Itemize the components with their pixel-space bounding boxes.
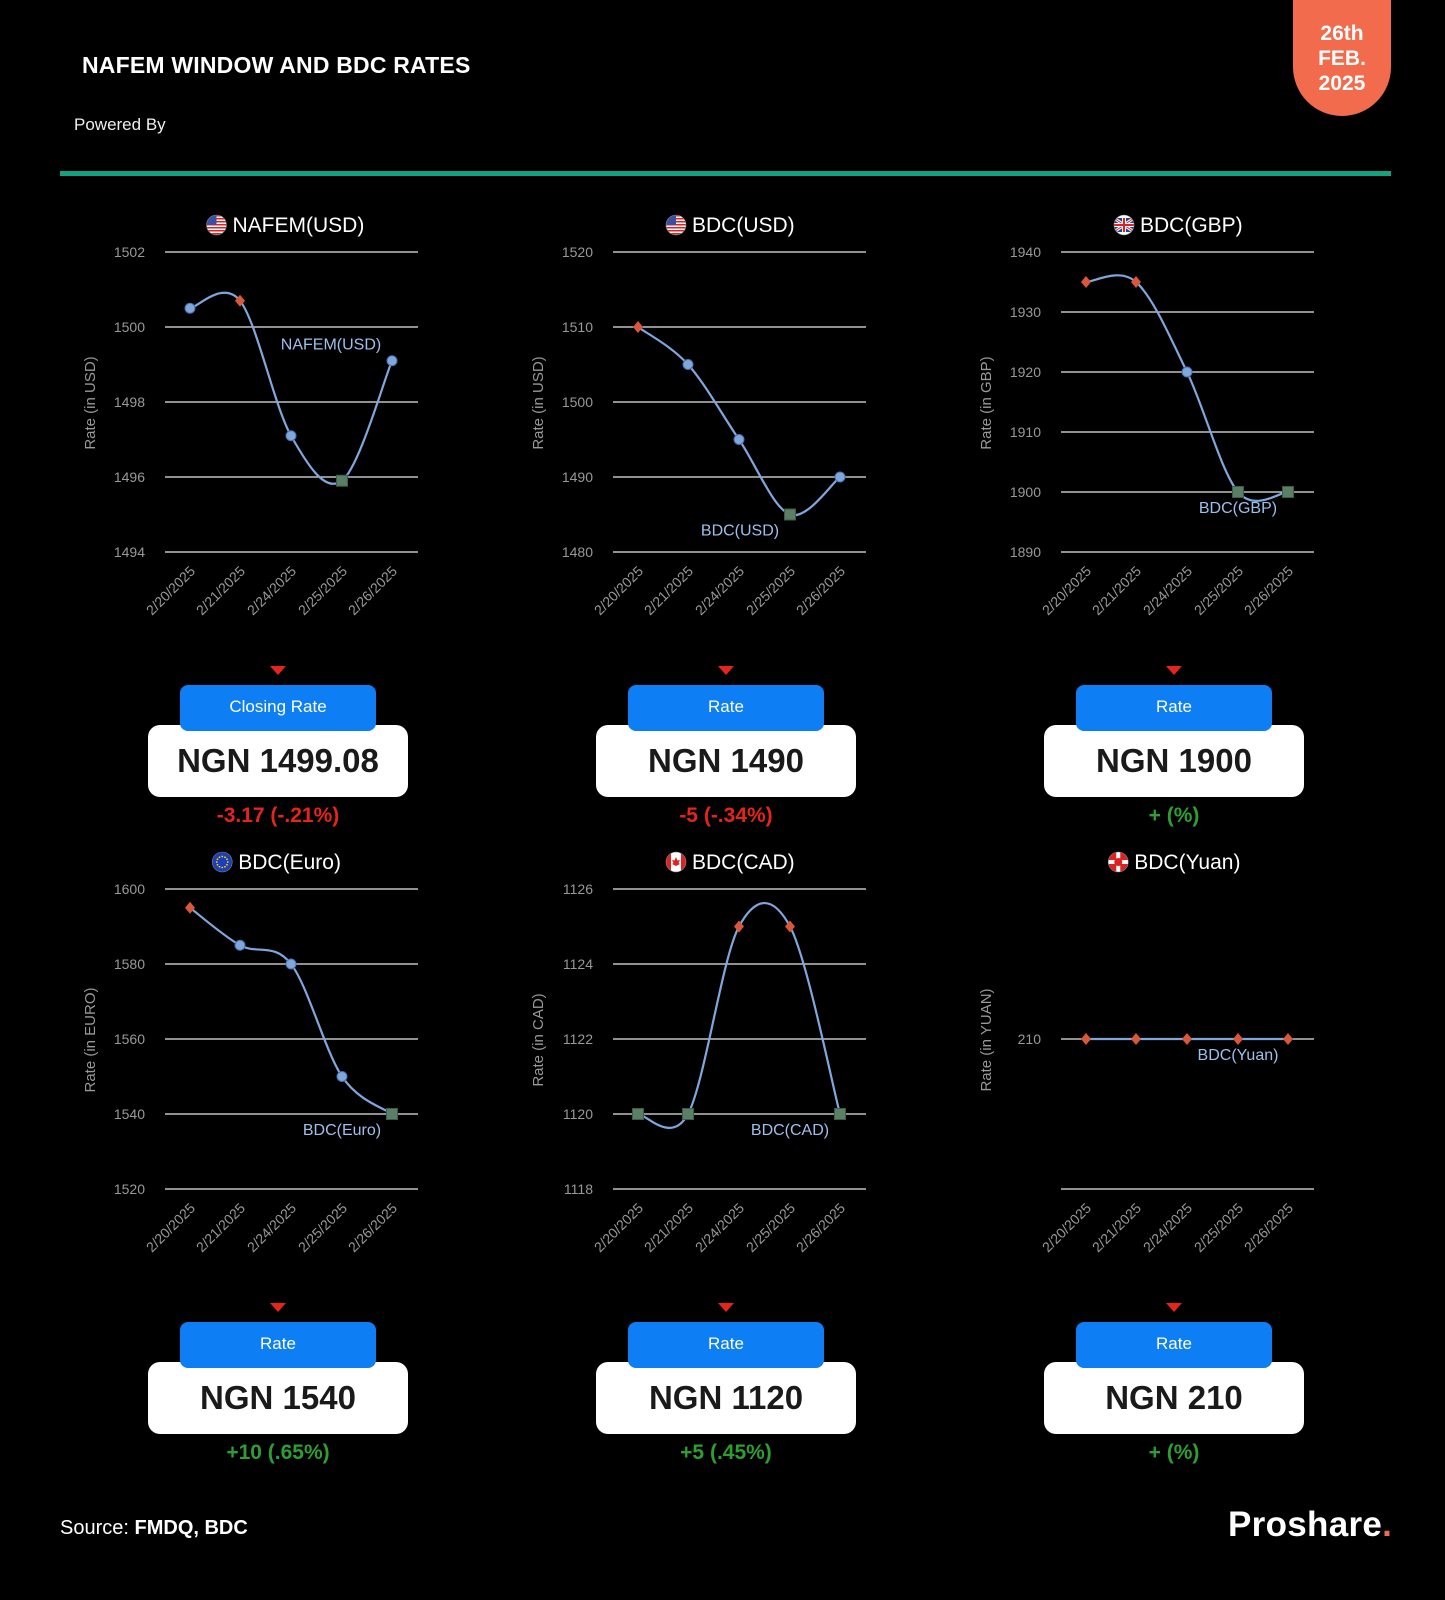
data-point-circle (286, 431, 296, 441)
data-point-diamond (1233, 1033, 1243, 1045)
rate-card-bdc-cad (596, 1303, 856, 1465)
rate-value: NGN 1900 (1044, 725, 1304, 797)
uk-flag-icon (1114, 215, 1134, 235)
x-tick-label: 2/25/2025 (742, 562, 799, 619)
series-label: BDC(GBP) (1198, 500, 1278, 517)
rate-card-bdc-usd (596, 666, 856, 828)
logo-dot: . (1382, 1505, 1393, 1544)
data-point-square (1233, 487, 1244, 498)
x-tick-label: 2/25/2025 (294, 562, 351, 619)
flag-star (226, 864, 228, 866)
date-day: 26th (1320, 21, 1364, 45)
x-tick-label: 2/24/2025 (1139, 1199, 1196, 1256)
series-label: BDC(USD) (700, 522, 780, 540)
rate-label-pill: Rate (1076, 1322, 1272, 1368)
y-tick-label: 210 (1017, 1031, 1041, 1047)
rate-card-bdc-yuan (1044, 1303, 1304, 1465)
down-arrow-icon (1166, 1303, 1182, 1312)
series-label: BDC(Euro) (302, 1122, 382, 1139)
y-tick-label: 1502 (113, 244, 145, 260)
flag-stripe (666, 230, 686, 232)
rate-label-pill: Rate (628, 1322, 824, 1368)
x-tick-label: 2/20/2025 (590, 1199, 647, 1256)
y-tick-label: 1124 (562, 956, 593, 972)
data-point-circle (835, 472, 845, 482)
y-axis-label: Rate (in USD) (530, 356, 547, 450)
data-point-circle (734, 435, 744, 445)
flag-stripe (666, 233, 686, 235)
chart-bdc-yuan (978, 851, 1314, 1255)
data-point-square (387, 1109, 398, 1120)
flag-star (226, 858, 228, 860)
y-tick-label: 1480 (561, 544, 593, 560)
chart-title: BDC(Yuan) (1134, 851, 1241, 874)
series-label: BDC(Yuan) (1197, 1047, 1279, 1064)
series-label: BDC(CAD) (750, 1122, 830, 1139)
x-tick-label: 2/20/2025 (590, 562, 647, 619)
y-tick-label: 1498 (113, 394, 145, 410)
source-prefix: Source: (60, 1517, 129, 1539)
down-arrow-icon (270, 666, 286, 675)
y-tick-label: 1510 (561, 319, 593, 335)
chart-title: BDC(CAD) (692, 851, 795, 874)
rate-card-nafem-usd (148, 666, 408, 828)
flag-star (217, 864, 219, 866)
powered-by-label: Powered By (74, 115, 166, 134)
flag-star (221, 856, 223, 858)
date-year: 2025 (1318, 71, 1366, 95)
x-tick-label: 2/21/2025 (192, 562, 249, 619)
x-tick-label: 2/24/2025 (691, 1199, 748, 1256)
down-arrow-icon (1166, 666, 1182, 675)
data-point-diamond (1283, 1033, 1293, 1045)
rate-change: + (%) (1148, 804, 1200, 827)
x-tick-label: 2/26/2025 (792, 562, 849, 619)
y-axis-label: Rate (in YUAN) (978, 988, 995, 1092)
data-point-diamond (633, 321, 643, 333)
y-tick-label: 1900 (1009, 484, 1041, 500)
y-tick-label: 1490 (561, 469, 593, 485)
rate-change: +5 (.45%) (680, 1441, 772, 1464)
flag-stripe (207, 227, 227, 229)
data-point-diamond (1081, 1033, 1091, 1045)
data-point-circle (286, 959, 296, 969)
y-tick-label: 1122 (562, 1031, 593, 1047)
down-arrow-icon (270, 1303, 286, 1312)
logo-text: Proshare (1228, 1505, 1383, 1544)
x-tick-label: 2/26/2025 (1240, 1199, 1297, 1256)
y-tick-label: 1940 (1009, 244, 1041, 260)
y-tick-label: 1930 (1009, 304, 1041, 320)
flag-star (219, 856, 221, 858)
chart-nafem-usd (82, 214, 418, 618)
source-note (60, 1517, 248, 1540)
chart-bdc-usd (530, 214, 866, 618)
flag-star (227, 861, 229, 863)
series-label: NAFEM(USD) (280, 336, 382, 354)
data-point-square (785, 509, 796, 520)
x-tick-label: 2/25/2025 (742, 1199, 799, 1256)
data-point-diamond (1131, 1033, 1141, 1045)
chart-bdc-gbp (978, 214, 1314, 618)
y-tick-label: 1890 (1009, 544, 1041, 560)
data-point-square (633, 1109, 644, 1120)
y-tick-label: 1120 (562, 1106, 593, 1122)
x-tick-label: 2/21/2025 (640, 562, 697, 619)
y-tick-label: 1580 (113, 956, 145, 972)
y-axis-label: Rate (in CAD) (530, 993, 547, 1087)
flag-star (219, 866, 221, 868)
rate-value: NGN 1540 (148, 1362, 408, 1434)
y-tick-label: 1126 (562, 881, 593, 897)
data-point-diamond (185, 902, 195, 914)
flag-cross-h-red (1114, 224, 1134, 226)
y-tick-label: 1500 (113, 319, 145, 335)
flag-star (224, 856, 226, 858)
rate-value: NGN 1120 (596, 1362, 856, 1434)
flag-center (1114, 858, 1122, 866)
data-point-circle (1182, 367, 1192, 377)
x-tick-label: 2/24/2025 (691, 562, 748, 619)
rate-card-bdc-euro (148, 1303, 408, 1465)
x-tick-label: 2/26/2025 (344, 562, 401, 619)
rate-label-pill: Rate (628, 685, 824, 731)
y-tick-label: 1560 (113, 1031, 145, 1047)
rate-value: NGN 1499.08 (148, 725, 408, 797)
y-tick-label: 1520 (561, 244, 593, 260)
rate-change: -5 (-.34%) (679, 804, 773, 827)
data-point-diamond (1182, 1033, 1192, 1045)
rate-label-pill: Closing Rate (180, 685, 376, 731)
y-tick-label: 1540 (113, 1106, 145, 1122)
x-tick-label: 2/20/2025 (142, 1199, 199, 1256)
x-tick-label: 2/26/2025 (1240, 562, 1297, 619)
x-tick-label: 2/26/2025 (344, 1199, 401, 1256)
y-tick-label: 1600 (113, 881, 145, 897)
data-point-circle (185, 303, 195, 313)
data-point-square (835, 1109, 846, 1120)
rate-value: NGN 210 (1044, 1362, 1304, 1434)
us-flag-icon (666, 215, 686, 235)
x-tick-label: 2/24/2025 (243, 1199, 300, 1256)
chart-title: NAFEM(USD) (232, 214, 365, 237)
x-tick-label: 2/24/2025 (1139, 562, 1196, 619)
data-point-circle (387, 356, 397, 366)
flag-star (221, 867, 223, 869)
data-point-circle (235, 940, 245, 950)
y-tick-label: 1920 (1009, 364, 1041, 380)
rate-label-pill: Rate (1076, 685, 1272, 731)
x-tick-label: 2/21/2025 (1088, 562, 1145, 619)
series-line (638, 903, 840, 1128)
y-tick-label: 1520 (113, 1181, 145, 1197)
x-tick-label: 2/26/2025 (792, 1199, 849, 1256)
data-point-circle (683, 360, 693, 370)
series-line (190, 908, 392, 1114)
y-tick-label: 1494 (113, 544, 145, 560)
flag-star (216, 861, 218, 863)
proshare-logo (1228, 1505, 1392, 1545)
series-line (638, 327, 840, 515)
down-arrow-icon (718, 1303, 734, 1312)
x-tick-label: 2/24/2025 (243, 562, 300, 619)
x-tick-label: 2/21/2025 (640, 1199, 697, 1256)
y-tick-label: 1500 (561, 394, 593, 410)
rate-label-pill: Rate (180, 1322, 376, 1368)
series-line (1086, 275, 1288, 501)
date-month: FEB. (1318, 46, 1366, 70)
x-tick-label: 2/20/2025 (142, 562, 199, 619)
y-tick-label: 1910 (1009, 424, 1041, 440)
y-axis-label: Rate (in EURO) (82, 987, 99, 1093)
eu-flag-icon (212, 852, 232, 872)
rate-value: NGN 1490 (596, 725, 856, 797)
y-axis-label: Rate (in USD) (82, 356, 99, 450)
y-tick-label: 1118 (563, 1181, 593, 1197)
source-names: FMDQ, BDC (134, 1517, 248, 1539)
flag-star (217, 858, 219, 860)
data-point-square (337, 475, 348, 486)
chart-title: BDC(Euro) (238, 851, 341, 874)
x-tick-label: 2/25/2025 (1190, 1199, 1247, 1256)
y-tick-label: 1496 (113, 469, 145, 485)
china-flag-icon (1108, 852, 1128, 872)
data-point-circle (337, 1072, 347, 1082)
rate-card-bdc-gbp (1044, 666, 1304, 828)
x-tick-label: 2/20/2025 (1038, 562, 1095, 619)
data-point-diamond (1081, 276, 1091, 288)
rate-change: -3.17 (-.21%) (216, 804, 340, 827)
data-point-square (683, 1109, 694, 1120)
x-tick-label: 2/20/2025 (1038, 1199, 1095, 1256)
canada-flag-icon (666, 852, 686, 872)
page-title: NAFEM WINDOW AND BDC RATES (82, 52, 471, 78)
x-tick-label: 2/21/2025 (192, 1199, 249, 1256)
rate-change: +10 (.65%) (226, 1441, 330, 1464)
chart-title: BDC(GBP) (1140, 214, 1243, 237)
us-flag-icon (207, 215, 227, 235)
x-tick-label: 2/25/2025 (1190, 562, 1247, 619)
flag-stripe (207, 233, 227, 235)
x-tick-label: 2/25/2025 (294, 1199, 351, 1256)
chart-title: BDC(USD) (692, 214, 795, 237)
flag-stripe (666, 227, 686, 229)
rate-change: + (%) (1148, 1441, 1200, 1464)
data-point-square (1283, 487, 1294, 498)
chart-bdc-cad (530, 851, 866, 1255)
y-axis-label: Rate (in GBP) (978, 356, 995, 450)
down-arrow-icon (718, 666, 734, 675)
flag-star (224, 866, 226, 868)
flag-stripe (207, 230, 227, 232)
chart-bdc-euro (82, 851, 418, 1255)
series-line (190, 293, 392, 484)
x-tick-label: 2/21/2025 (1088, 1199, 1145, 1256)
